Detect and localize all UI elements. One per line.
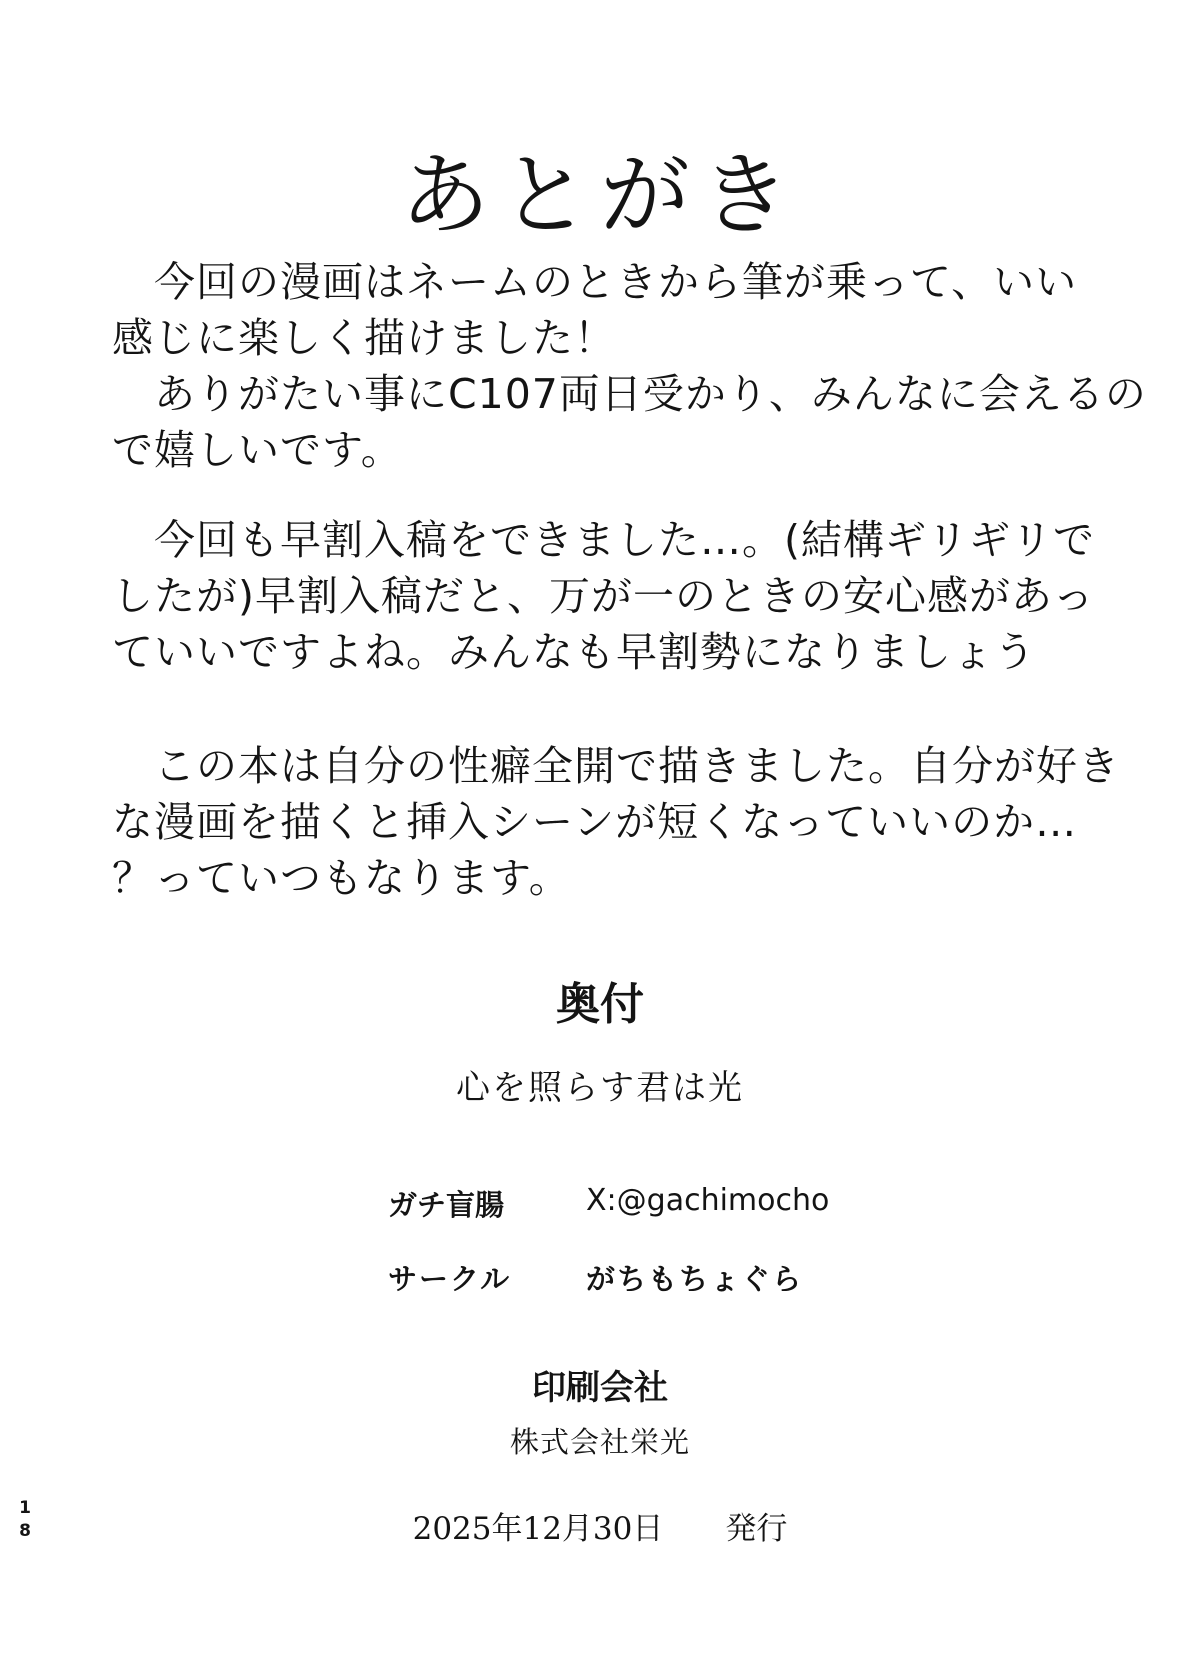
publish-row	[0, 1503, 1200, 1548]
afterword-line: ていいですよね。みんなも早割勢になりましょう	[112, 628, 1036, 676]
author-name: ガチ盲腸	[388, 1188, 505, 1222]
colophon-heading: 奥付	[556, 979, 644, 1030]
afterword-body	[112, 254, 1147, 906]
circle-label: サークル	[388, 1262, 512, 1296]
circle-name: がちもちょぐら	[586, 1262, 804, 1296]
afterword-line: 今回も早割入稿をできました…。(結構ギリギリで	[112, 516, 1095, 564]
page-number: 18	[15, 1498, 35, 1544]
book-title: 心を照らす君は光	[456, 1068, 744, 1108]
publish-date: 2025年12月30日	[412, 1511, 664, 1547]
author-x-handle: X:@gachimocho	[586, 1183, 830, 1218]
afterword-line: で嬉しいです。	[112, 426, 403, 474]
publish-label: 発行	[725, 1511, 788, 1547]
afterword-line: ？っていつもなります。	[112, 854, 571, 902]
afterword-line: この本は自分の性癖全開で描きました。自分が好き	[112, 742, 1120, 790]
printer-name: 株式会社栄光	[509, 1425, 690, 1459]
afterword-line: したが)早割入稿だと、万が一のときの安心感があっ	[112, 572, 1095, 620]
printer-heading: 印刷会社	[532, 1368, 668, 1408]
credits-table	[388, 1183, 829, 1298]
page-title: あとがき	[400, 143, 800, 248]
afterword-line: 感じに楽しく描けました！	[112, 314, 616, 362]
afterword-line: な漫画を描くと挿入シーンが短くなっていいのか…	[112, 798, 1078, 846]
afterword-line: ありがたい事にC107両日受かり、みんなに会えるの	[112, 370, 1147, 418]
afterword-line: 今回の漫画はネームのときから筆が乗って、いい	[112, 258, 1078, 306]
